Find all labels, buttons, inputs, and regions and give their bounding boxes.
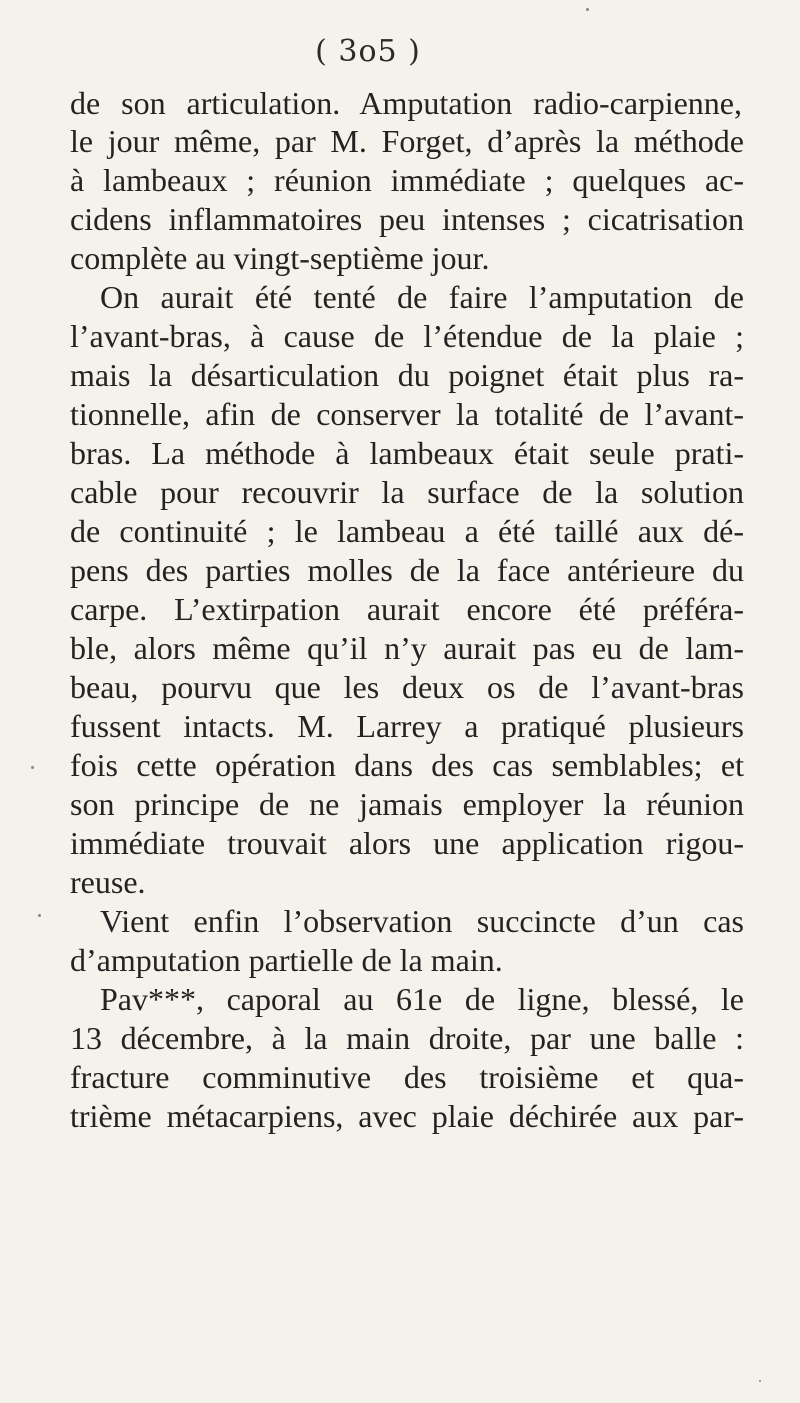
text-line-19: son principe de ne jamais employer la réunion bbox=[70, 786, 744, 822]
text-line-16: beau, pourvu que les deux os de l’avant-bras bbox=[70, 669, 744, 705]
text-line-27: trième métacarpiens, avec plaie déchirée aux par- bbox=[70, 1098, 744, 1134]
text-line-3: à lambeaux ; réunion immédiate ; quelques ac- bbox=[70, 162, 744, 198]
text-line-21: reuse. bbox=[70, 864, 146, 900]
text-line-11: cable pour recouvrir la surface de la solution bbox=[70, 474, 744, 510]
text-line-13: pens des parties molles de la face antérieure du bbox=[70, 552, 744, 588]
text-line-18: fois cette opération dans des cas semblables; et bbox=[70, 747, 744, 783]
text-line-14: carpe. L’extirpation aurait encore été préféra- bbox=[70, 591, 744, 627]
text-line-15: ble, alors même qu’il n’y aurait pas eu de lam- bbox=[70, 630, 744, 666]
text-line-9: tionnelle, afin de conserver la totalité de l’avant- bbox=[70, 396, 744, 432]
text-line-7: l’avant-bras, à cause de l’étendue de la plaie ; bbox=[70, 318, 744, 354]
page-number: ( 3o5 ) bbox=[315, 34, 421, 69]
text-line-20: immédiate trouvait alors une application rigou- bbox=[70, 825, 744, 861]
text-line-10: bras. La méthode à lambeaux était seule prati- bbox=[70, 435, 744, 471]
text-line-24: Pav***, caporal au 61e de ligne, blessé, le bbox=[100, 981, 744, 1017]
text-line-25: 13 décembre, à la main droite, par une balle : bbox=[70, 1020, 744, 1056]
text-line-1: de son articulation. Amputation radio-carpienne, bbox=[70, 85, 742, 121]
text-line-2: le jour même, par M. Forget, d’après la méthode bbox=[70, 123, 744, 159]
paper-speck bbox=[586, 8, 589, 11]
text-line-12: de continuité ; le lambeau a été taillé aux dé- bbox=[70, 513, 744, 549]
text-line-6: On aurait été tenté de faire l’amputation de bbox=[100, 279, 744, 315]
text-line-5: complète au vingt-septième jour. bbox=[70, 240, 490, 276]
paper-speck bbox=[759, 1380, 761, 1382]
text-line-23: d’amputation partielle de la main. bbox=[70, 942, 503, 978]
text-line-26: fracture comminutive des troisième et qua- bbox=[70, 1059, 744, 1095]
paper-speck bbox=[38, 914, 41, 917]
paper-speck bbox=[31, 766, 34, 769]
text-line-22: Vient enfin l’observation succincte d’un cas bbox=[100, 903, 744, 939]
text-line-17: fussent intacts. M. Larrey a pratiqué plusieurs bbox=[70, 708, 744, 744]
text-line-4: cidens inflammatoires peu intenses ; cicatrisation bbox=[70, 201, 744, 237]
text-line-8: mais la désarticulation du poignet était plus ra- bbox=[70, 357, 744, 393]
